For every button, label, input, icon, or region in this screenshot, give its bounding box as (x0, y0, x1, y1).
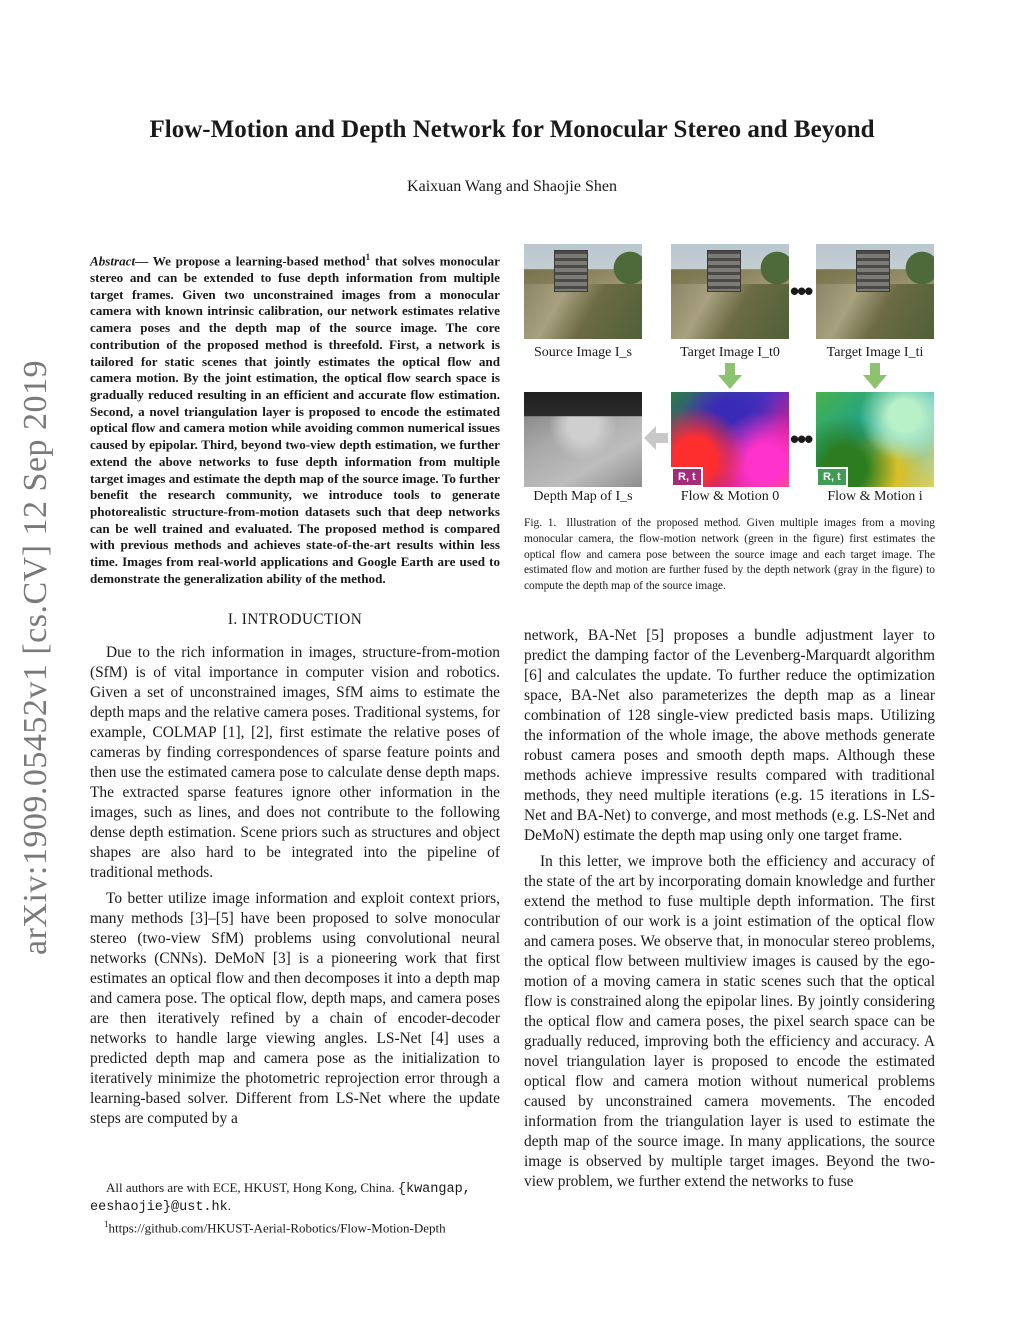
label-depth-text: Depth Map of I_s (533, 489, 633, 504)
paper-authors: Kaixuan Wang and Shaojie Shen (407, 178, 617, 195)
figure-caption (524, 516, 935, 595)
right-column (524, 244, 935, 1192)
label-targeti-text: Target Image I_ti (826, 345, 924, 360)
target-image-0 (671, 244, 789, 339)
affiliation-text: All authors are with ECE, HKUST, Hong Kong, China. (106, 1180, 398, 1195)
source-image (524, 244, 642, 339)
abstract-text: that solves monocular stereo and can be extended to fuse depth information from multiple target frames. Given two unconstrained images from a monocular camera with known intrinsic calibration, our network estimates relative camera poses and the depth map of the source image. The core contribution of the proposed method is threefold. First, a network is tailored for static scenes that jointly estimates the optical flow and camera motion. By the joint estimation, the optical flow search space is gradually reduced resulting in an efficient and accurate flow estimation. Second, a novel triangulation layer is proposed to encode the estimated optical flow and camera motion while avoiding common numerical issues caused by epipolar. Third, beyond two-view depth estimation, we further extend the above networks to fuse depth information from multiple target images and estimate the depth map of the source image. To further benefit the research community, we introduce tools to generate photorealistic structure-from-motion datasets such that deep networks can be well trained and evaluated. The proposed method is compared with previous methods and achieves state-of-the-art results within less time. Images from real-world applications and Google Earth are used to demonstrate the generalization ability of the method. (90, 253, 500, 586)
target-image-i (816, 244, 934, 339)
abstract (90, 249, 500, 587)
label-flowi-text: Flow & Motion i (827, 489, 923, 504)
more-flows-dots: ••• (790, 424, 812, 454)
label-flow-motion-i (800, 489, 950, 505)
label-flow-motion-0 (655, 489, 805, 505)
label-flow0-text: Flow & Motion 0 (680, 489, 780, 504)
flow-network-arrow-0 (718, 363, 742, 389)
flow-network-arrow-i (863, 363, 887, 389)
abstract-label: Abstract (90, 253, 136, 269)
arrow-down-icon (863, 363, 887, 389)
label-target-image-0 (655, 345, 805, 361)
footnote-mark: 1 (104, 1219, 109, 1229)
abstract-lead-in: — We propose a learning-based method (135, 253, 366, 269)
section-heading-introduction: I. INTRODUCTION (227, 611, 363, 629)
footnotes (90, 1180, 500, 1236)
pose-badge-0: R, t (671, 467, 703, 487)
code-url-link[interactable]: https://github.com/HKUST-Aerial-Robotics/Flow-Motion-Depth (108, 1220, 446, 1236)
affiliation-suffix: . (227, 1198, 231, 1213)
caption-text: Illustration of the proposed method. Given multiple images from a moving monocular camera, the flow-motion network (green in the figure) first estimates the optical flow and camera pose between the source image and each target image. The estimated flow and motion are further fused by the depth network (gray in the figure) to compute the depth map of the source image. (524, 517, 935, 593)
right-body (524, 626, 935, 1192)
label-target-image-i (800, 345, 950, 361)
arrow-down-icon (718, 363, 742, 389)
arrow-left-icon (644, 426, 668, 450)
abstract-footnote-mark[interactable]: 1 (365, 252, 371, 262)
figure-1 (524, 244, 935, 608)
depth-map-image (524, 392, 642, 487)
code-url-footnote (90, 1216, 500, 1236)
intro-paragraph-4: In this letter, we improve both the efficiency and accuracy of the state of the art by incorporating domain knowledge and further extend the method to fuse multiple depth information. The first contribution of our work is a joint estimation of the optical flow and camera poses. We observe that, in monocular stereo problems, the optical flow between multiview images is caused by the ego-motion of a moving camera in static scenes such that the optical flow is constrained along the epipolar lines. By jointly considering the optical flow and camera poses, the pixel search space can be gradually reduced, improving both the efficiency and accuracy. A novel triangulation layer is proposed to encode the estimated optical flow and camera motion without numerical problems caused by unconstrained camera movements. The encoded information from the triangulation layer is used to estimate the depth map of the source image. In many applications, the source image is observed by multiple target images. Beyond the two-view problem, we further extend the networks to fuse (524, 853, 935, 1190)
author-emails[interactable]: {kwangap, eeshaojie}@ust.hk (90, 1182, 471, 1215)
pose-badge-i: R, t (816, 467, 848, 487)
arxiv-stamp: arXiv:1909.05452v1 [cs.CV] 12 Sep 2019 (17, 359, 54, 955)
intro-paragraph-1: Due to the rich information in images, structure-from-motion (SfM) is of vital importance in computer vision and robotics. Given a set of unconstrained images, SfM aims to estimate the depth maps and the relative camera poses. Traditional systems, for example, COLMAP [1], [2], first estimate the relative poses of cameras by finding correspondences of sparse feature points and then use the estimated camera pose to calculate dense depth maps. The extracted sparse features ignore other information in the images, such as lines, and does not contribute to the following dense depth estimation. Scene priors such as structures and object shapes are also hard to be integrated into the pipeline of traditional methods. (90, 644, 500, 882)
paper-title: Flow-Motion and Depth Network for Monocular Stereo and Beyond (149, 116, 875, 143)
label-target0-text: Target Image I_t0 (680, 345, 780, 360)
flow-motion-i-image (816, 392, 934, 487)
left-column (90, 249, 500, 1129)
label-source-text: Source Image I_s (534, 345, 632, 360)
depth-network-arrow (644, 426, 668, 450)
flow-motion-0-image (671, 392, 789, 487)
more-targets-dots: ••• (790, 276, 812, 306)
intro-paragraph-2: To better utilize image information and exploit context priors, many methods [3]–[5] have been proposed to solve monocular stereo (two-view SfM) problems using convolutional neural networks (CNNs). DeMoN [3] is a pioneering work that first estimates an optical flow and then decomposes it into a depth map and camera pose. The optical flow, depth maps, and camera poses are then iteratively refined by a chain of encoder-decoder networks to handle large viewing angles. LS-Net [4] uses a predicted depth map and camera pose as the initialization to iteratively minimize the photometric reprojection error through a learning-based solver. Different from LS-Net where the update steps are computed by a (90, 890, 500, 1128)
label-depth-map (508, 489, 658, 505)
label-source-image (508, 345, 658, 361)
author-affiliation-footnote (90, 1180, 500, 1216)
intro-paragraph-3: network, BA-Net [5] proposes a bundle adjustment layer to predict the damping factor of the Levenberg-Marquardt algorithm [6] and calculates the update. To further reduce the optimization space, BA-Net also parameterizes the depth map as a linear combination of 128 single-view predicted basis maps. Utilizing the information of the whole image, the above methods generate robust camera poses and smooth depth maps. Although these methods achieve impressive results compared with traditional methods, they need multiple iterations (e.g. 15 iterations in LS-Net and BA-Net) to converge, and most methods (e.g. LS-Net and DeMoN) estimate the depth map using only one target frame. (524, 627, 935, 844)
figure-number: Fig. 1. (524, 517, 557, 529)
